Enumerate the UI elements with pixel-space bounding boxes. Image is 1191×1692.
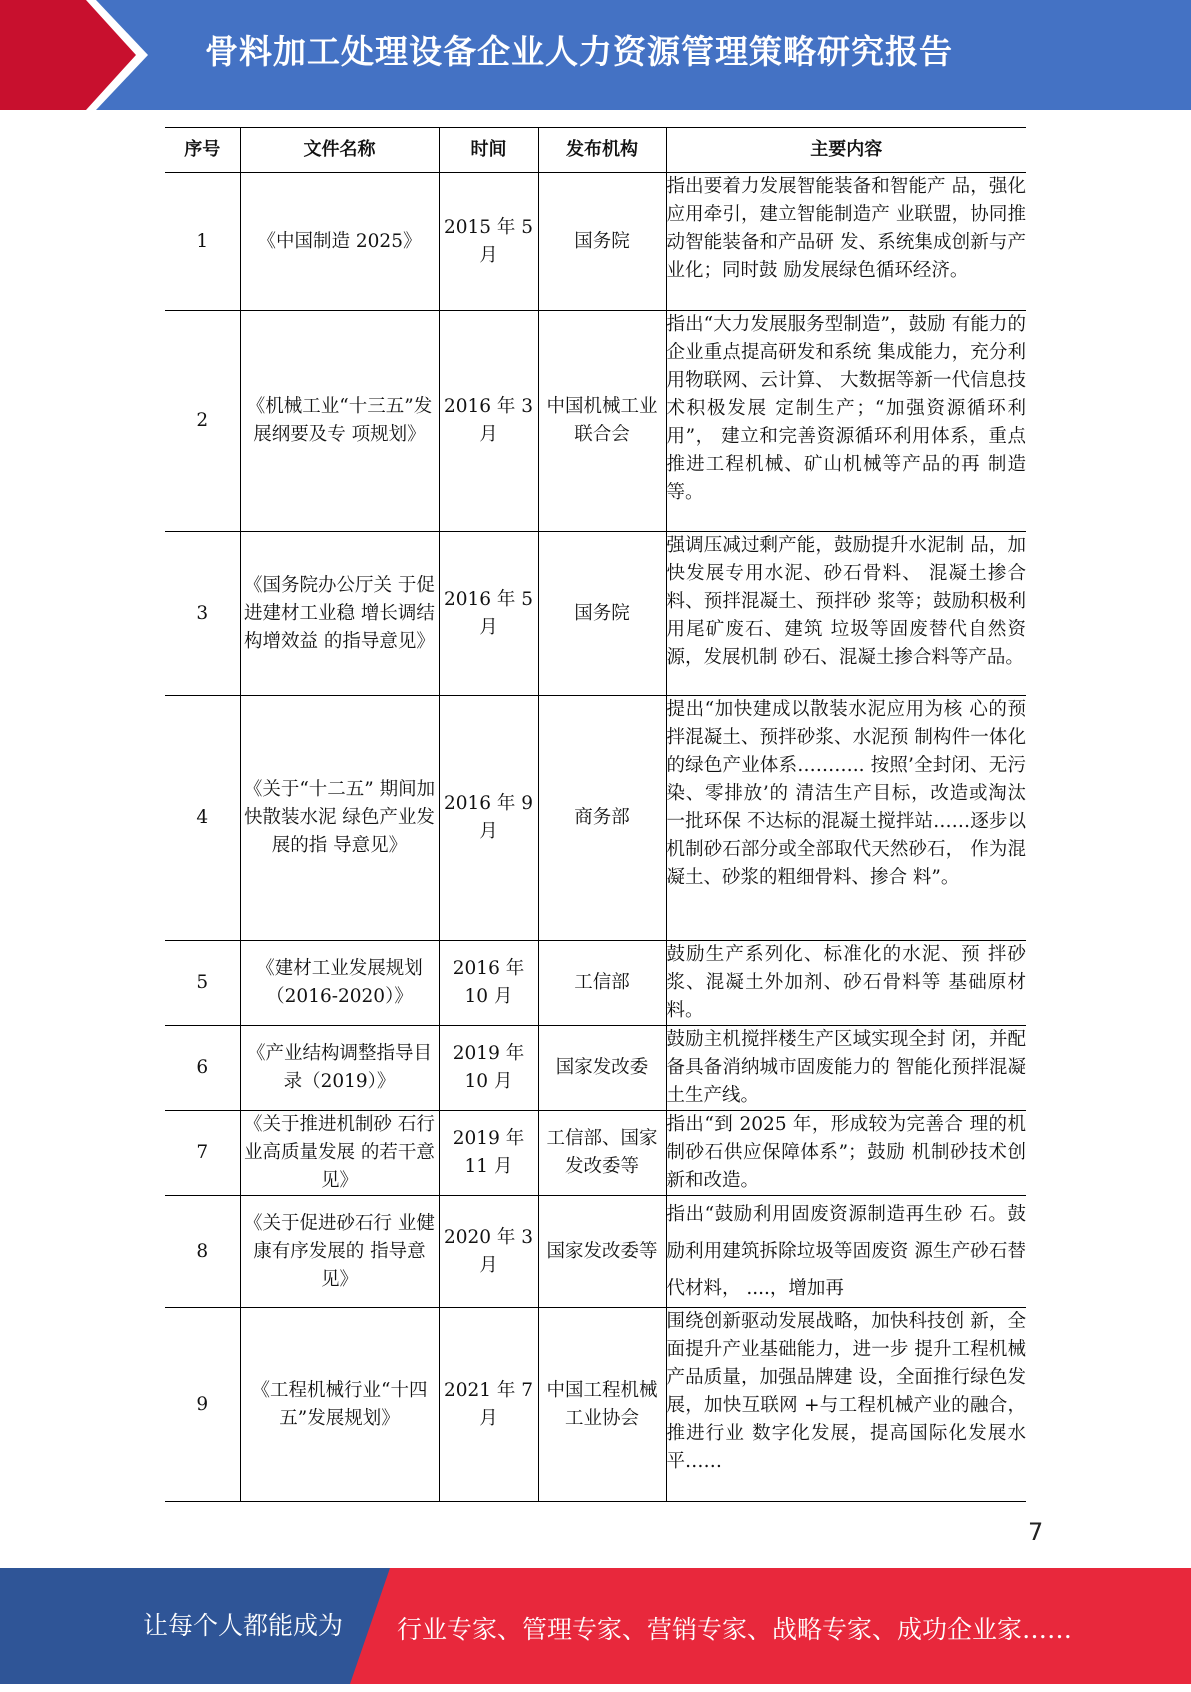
- page-title: 骨料加工处理设备企业人力资源管理策略研究报告: [205, 32, 953, 71]
- document-name: 《建材工业发展规划（2016-2020）》: [240, 941, 439, 1026]
- row-number: 3: [165, 532, 240, 696]
- issuing-body: 中国机械工业联合会: [538, 311, 666, 532]
- table-row: [165, 696, 1026, 941]
- issuing-body: 工信部、国家发改委等: [538, 1111, 666, 1196]
- row-number: 1: [165, 173, 240, 311]
- policy-table: [165, 127, 1026, 1502]
- publish-time: 2020 年 3 月: [439, 1196, 538, 1308]
- publish-time: 2016 年 3 月: [439, 311, 538, 532]
- table-row: [165, 941, 1026, 1026]
- row-number: 6: [165, 1026, 240, 1111]
- main-content: 指出“大力发展服务型制造”，鼓励 有能力的企业重点提高研发和系统 集成能力，充分利用物联网、云计算、 大数据等新一代信息技术积极发展 定制生产；“加强资源循环利用”， 建立和完善资源循环利用体系，重点 推进工程机械、矿山机械等产品的再 制造等。: [666, 311, 1026, 532]
- main-content: 鼓励主机搅拌楼生产区域实现全封 闭，并配备具备消纳城市固废能力的 智能化预拌混凝土生产线。: [666, 1026, 1026, 1111]
- document-name: 《关于“十二五” 期间加快散装水泥 绿色产业发展的指 导意见》: [240, 696, 439, 941]
- publish-time: 2019 年 11 月: [439, 1111, 538, 1196]
- publish-time: 2021 年 7 月: [439, 1308, 538, 1502]
- main-content: 鼓励生产系列化、标准化的水泥、预 拌砂浆、混凝土外加剂、砂石骨料等 基础原材料。: [666, 941, 1026, 1026]
- issuing-body: 商务部: [538, 696, 666, 941]
- table-row: [165, 1308, 1026, 1502]
- document-name: 《工程机械行业“十四五”发展规划》: [240, 1308, 439, 1502]
- column-header-content: 主要内容: [666, 128, 1026, 173]
- page-number: 7: [1028, 1518, 1044, 1546]
- row-number: 5: [165, 941, 240, 1026]
- document-name: 《产业结构调整指导目录（2019）》: [240, 1026, 439, 1111]
- row-number: 7: [165, 1111, 240, 1196]
- main-content: 围绕创新驱动发展战略，加快科技创 新，全面提升产业基础能力，进一步 提升工程机械产品质量，加强品牌建 设，全面推行绿色发展，加快互联网 +与工程机械产业的融合，推进行业 数字化发展，提高国际化发展水 平……: [666, 1308, 1026, 1502]
- document-name: 《中国制造 2025》: [240, 173, 439, 311]
- publish-time: 2016 年 9 月: [439, 696, 538, 941]
- table-row: [165, 311, 1026, 532]
- table-row: [165, 1026, 1026, 1111]
- column-header-name: 文件名称: [240, 128, 439, 173]
- issuing-body: 中国工程机械工业协会: [538, 1308, 666, 1502]
- document-name: 《关于促进砂石行 业健康有序发展的 指导意见》: [240, 1196, 439, 1308]
- document-name: 《国务院办公厅关 于促进建材工业稳 增长调结构增效益 的指导意见》: [240, 532, 439, 696]
- chevron-arrow-icon: [0, 0, 148, 110]
- page-header: [0, 0, 1191, 110]
- main-content: 指出“鼓励利用固废资源制造再生砂 石。鼓励利用建筑拆除垃圾等固废资 源生产砂石替代材料， ....，增加再: [666, 1196, 1026, 1308]
- issuing-body: 国务院: [538, 173, 666, 311]
- publish-time: 2016 年 10 月: [439, 941, 538, 1026]
- issuing-body: 国家发改委等: [538, 1196, 666, 1308]
- table-header-row: [165, 128, 1026, 173]
- main-content: 指出“到 2025 年，形成较为完善合 理的机制砂石供应保障体系”；鼓励 机制砂技术创新和改造。: [666, 1111, 1026, 1196]
- table-row: [165, 532, 1026, 696]
- main-content: 强调压减过剩产能，鼓励提升水泥制 品，加快发展专用水泥、砂石骨料、 混凝土掺合料、预拌混凝土、预拌砂 浆等；鼓励积极利用尾矿废石、建筑 垃圾等固废替代自然资源，发展机制 砂石、混凝土掺合料等产品。: [666, 532, 1026, 696]
- page-footer: [0, 1568, 1191, 1684]
- issuing-body: 工信部: [538, 941, 666, 1026]
- column-header-org: 发布机构: [538, 128, 666, 173]
- footer-slogan-right: 行业专家、管理专家、营销专家、战略专家、成功企业家……: [397, 1615, 1073, 1644]
- row-number: 8: [165, 1196, 240, 1308]
- table-row: [165, 1111, 1026, 1196]
- document-name: 《关于推进机制砂 石行业高质量发展 的若干意见》: [240, 1111, 439, 1196]
- main-content: 指出要着力发展智能装备和智能产 品，强化应用牵引，建立智能制造产 业联盟，协同推动智能装备和产品研 发、系统集成创新与产业化；同时鼓 励发展绿色循环经济。: [666, 173, 1026, 311]
- document-name: 《机械工业“十三五”发展纲要及专 项规划》: [240, 311, 439, 532]
- issuing-body: 国家发改委: [538, 1026, 666, 1111]
- row-number: 9: [165, 1308, 240, 1502]
- publish-time: 2019 年 10 月: [439, 1026, 538, 1111]
- table-row: [165, 173, 1026, 311]
- main-content: 提出“加快建成以散装水泥应用为核 心的预拌混凝土、预拌砂浆、水泥预 制构件一体化的绿色产业体系……….. 按照’全封闭、无污染、零排放’的 清洁生产目标，改造或淘汰一批环保 不达标的混凝土搅拌站……逐步以 机制砂石部分或全部取代天然砂石， 作为混凝土、砂浆的粗细骨料、掺合 料”。: [666, 696, 1026, 941]
- column-header-time: 时间: [439, 128, 538, 173]
- publish-time: 2016 年 5 月: [439, 532, 538, 696]
- footer-slogan-left: 让每个人都能成为: [143, 1611, 344, 1640]
- publish-time: 2015 年 5 月: [439, 173, 538, 311]
- column-header-no: 序号: [165, 128, 240, 173]
- row-number: 2: [165, 311, 240, 532]
- row-number: 4: [165, 696, 240, 941]
- issuing-body: 国务院: [538, 532, 666, 696]
- table-row: [165, 1196, 1026, 1308]
